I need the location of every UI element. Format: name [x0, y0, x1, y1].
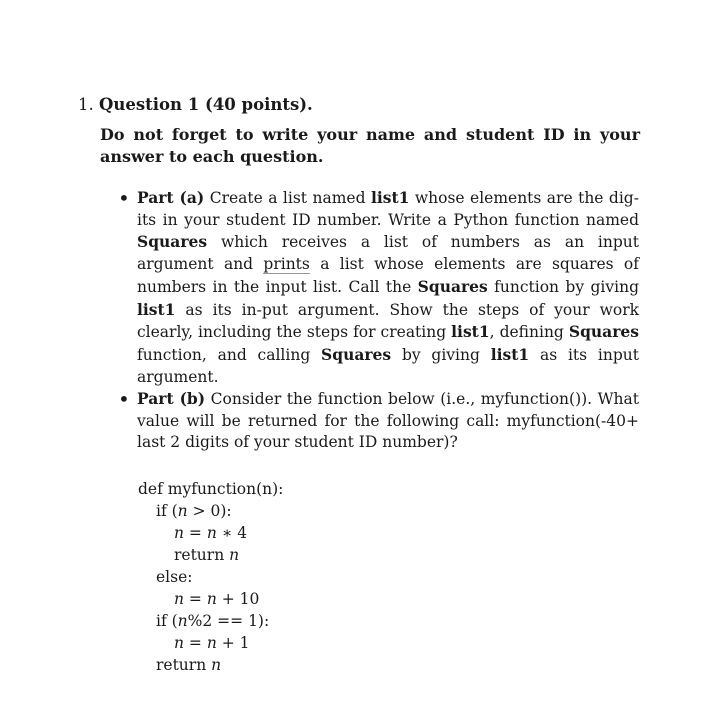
part-a-text: as its in-put argument. Show the steps of your work clearly, including the steps for creating — [137, 300, 639, 342]
question-number: 1. — [78, 95, 94, 114]
code-return-line: return n — [174, 546, 240, 564]
code-assign-line: n = n + 10 — [174, 590, 260, 608]
part-a-bold: Squares — [137, 232, 208, 252]
code-assign-line: n = n ∗ 4 — [174, 524, 248, 542]
question-heading — [78, 95, 313, 114]
code-assign-line: n = n + 1 — [174, 634, 250, 652]
code-def-line: def myfunction(n): — [138, 480, 284, 498]
part-b-label: Part (b) — [137, 389, 206, 408]
code-if-line: if (n%2 == 1): — [156, 612, 270, 630]
bullet-icon: • — [118, 186, 130, 210]
part-a-paragraph — [137, 187, 639, 388]
part-a-bold: Squares — [321, 344, 392, 364]
part-a-bold: Squares — [417, 276, 488, 296]
part-a-text: , defining — [489, 323, 564, 342]
code-return-line: return n — [156, 656, 222, 674]
bullet-icon: • — [118, 387, 130, 411]
part-a-text: as its input argument. — [137, 345, 639, 386]
part-a-text: function by giving — [494, 277, 639, 296]
part-a-text: a list whose elements are squares of numbers in the input list. Call the — [137, 255, 639, 296]
part-a-bold: list1 — [490, 344, 530, 364]
instruction-text: Do not forget to write your name and student ID in your answer to each question. — [100, 125, 640, 166]
part-a-text: by giving — [401, 345, 480, 364]
part-a-bold: list1 — [137, 299, 176, 319]
part-b-text: Consider the function below (i.e., myfunction()). What value will be returned for the following call: myfunction(-40+ last 2 digits of your student ID number)? — [137, 390, 639, 452]
part-a-text: whose elements are the dig-its in your student ID number. Write a Python function named — [137, 189, 639, 229]
question-title: Question 1 (40 points). — [99, 95, 313, 114]
part-a-underlined: prints — [263, 255, 310, 274]
part-a-bold: list1 — [451, 322, 490, 342]
part-a-label: Part (a) — [137, 188, 205, 207]
code-if-line: if (n > 0): — [156, 502, 232, 520]
code-else-line: else: — [156, 568, 193, 586]
part-a-bold: Squares — [568, 322, 639, 342]
part-a-text: Create a list named — [209, 189, 366, 207]
part-a-text: function, and calling — [137, 345, 311, 364]
part-a-text: which receives a list of numbers as an input argument and — [137, 233, 639, 274]
part-a-bold: list1 — [370, 188, 410, 207]
part-b-paragraph — [137, 388, 639, 454]
